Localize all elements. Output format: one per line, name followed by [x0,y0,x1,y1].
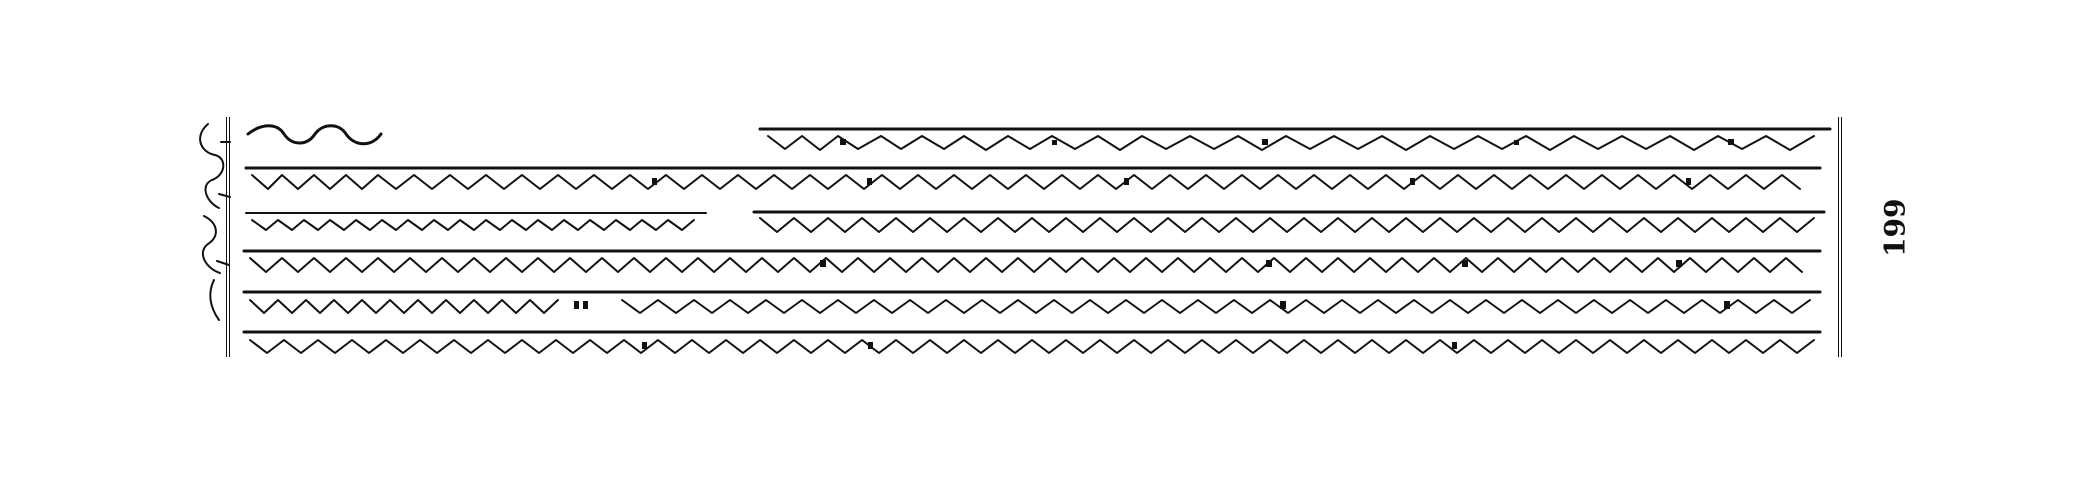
manuscript-line-3 [240,202,1832,238]
manuscript-line-2 [240,160,1832,196]
page-number: 199 [1878,198,1912,258]
manuscript-line-6 [240,324,1832,360]
manuscript-line-4 [240,243,1832,279]
manuscript-line-1 [240,119,1832,155]
manuscript-line-5 [240,284,1832,320]
